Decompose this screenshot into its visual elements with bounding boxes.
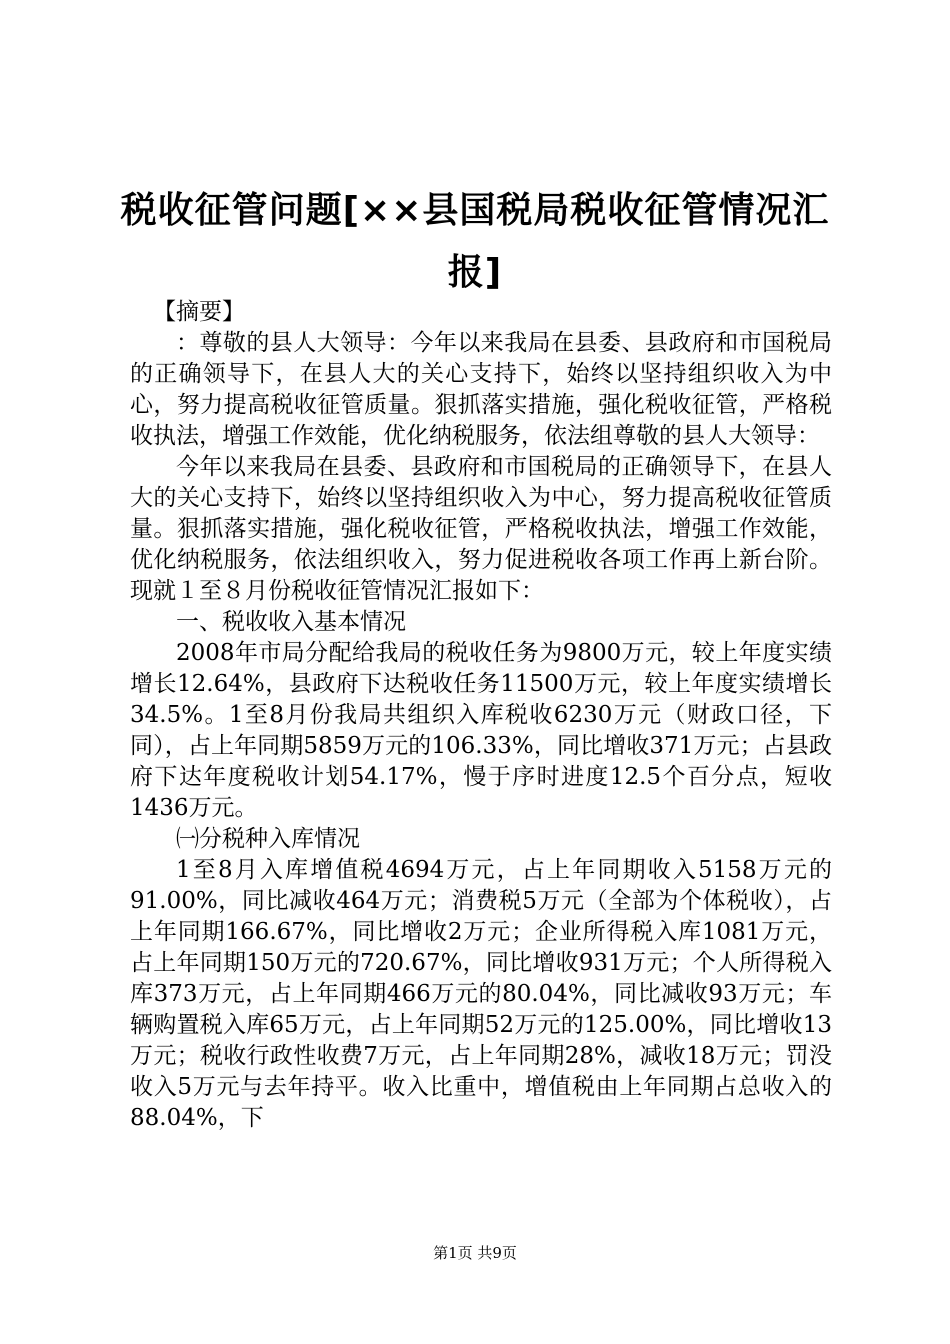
body-paragraph: 1至8月入库增值税4694万元，占上年同期收入5158万元的91.00%，同比减收464万元；消费税5万元（全部为个体税收），占上年同期166.67%，同比增收2万元；企业所得税入库1081万元，占上年同期150万元的720.67%，同比增收931万元；个人所得税入库373万元，占上年同期466万元的80.04%，同比减收93万元；车辆购置税入库65万元，占上年同期52万元的125.00%，同比增收13万元；税收行政性收费7万元，占上年同期28%，减收18万元；罚没收入5万元与去年持平。收入比重中，增值税由上年同期占总收入的88.04%，下 [130,857,832,1131]
abstract-label: 【摘要】 [153,299,245,325]
document-title: 税收征管问题[××县国税局税收征管情况汇报] [120,190,830,293]
section-heading: 一、税收收入基本情况 [176,609,406,635]
body-paragraph: 2008年市局分配给我局的税收任务为9800万元，较上年度实绩增长12.64%，县政府下达税收任务11500万元，较上年度实绩增长34.5%。1至8月份我局共组织入库税收6230万元（财政口径，下同），占上年同期5859万元的106.33%，同比增收371万元；占县政府下达年度税收计划54.17%，慢于序时进度12.5个百分点，短收1436万元。 [130,640,832,821]
document-body [130,297,832,1134]
abstract-paragraph: ：尊敬的县人大领导：今年以来我局在县委、县政府和市国税局的正确领导下，在县人大的关心支持下，始终以坚持组织收入为中心，努力提高税收征管质量。狠抓落实措施，强化税收征管，严格税收执法，增强工作效能，优化纳税服务，依法组尊敬的县人大领导： [130,330,832,449]
subsection-heading: ㈠分税种入库情况 [176,826,360,852]
body-paragraph: 今年以来我局在县委、县政府和市国税局的正确领导下，在县人大的关心支持下，始终以坚持组织收入为中心，努力提高税收征管质量。狠抓落实措施，强化税收征管，严格税收执法，增强工作效能，优化纳税服务，依法组织收入，努力促进税收各项工作再上新台阶。现就１至８月份税收征管情况汇报如下： [130,454,832,604]
page-footer: 第1页 共9页 [433,1244,517,1262]
